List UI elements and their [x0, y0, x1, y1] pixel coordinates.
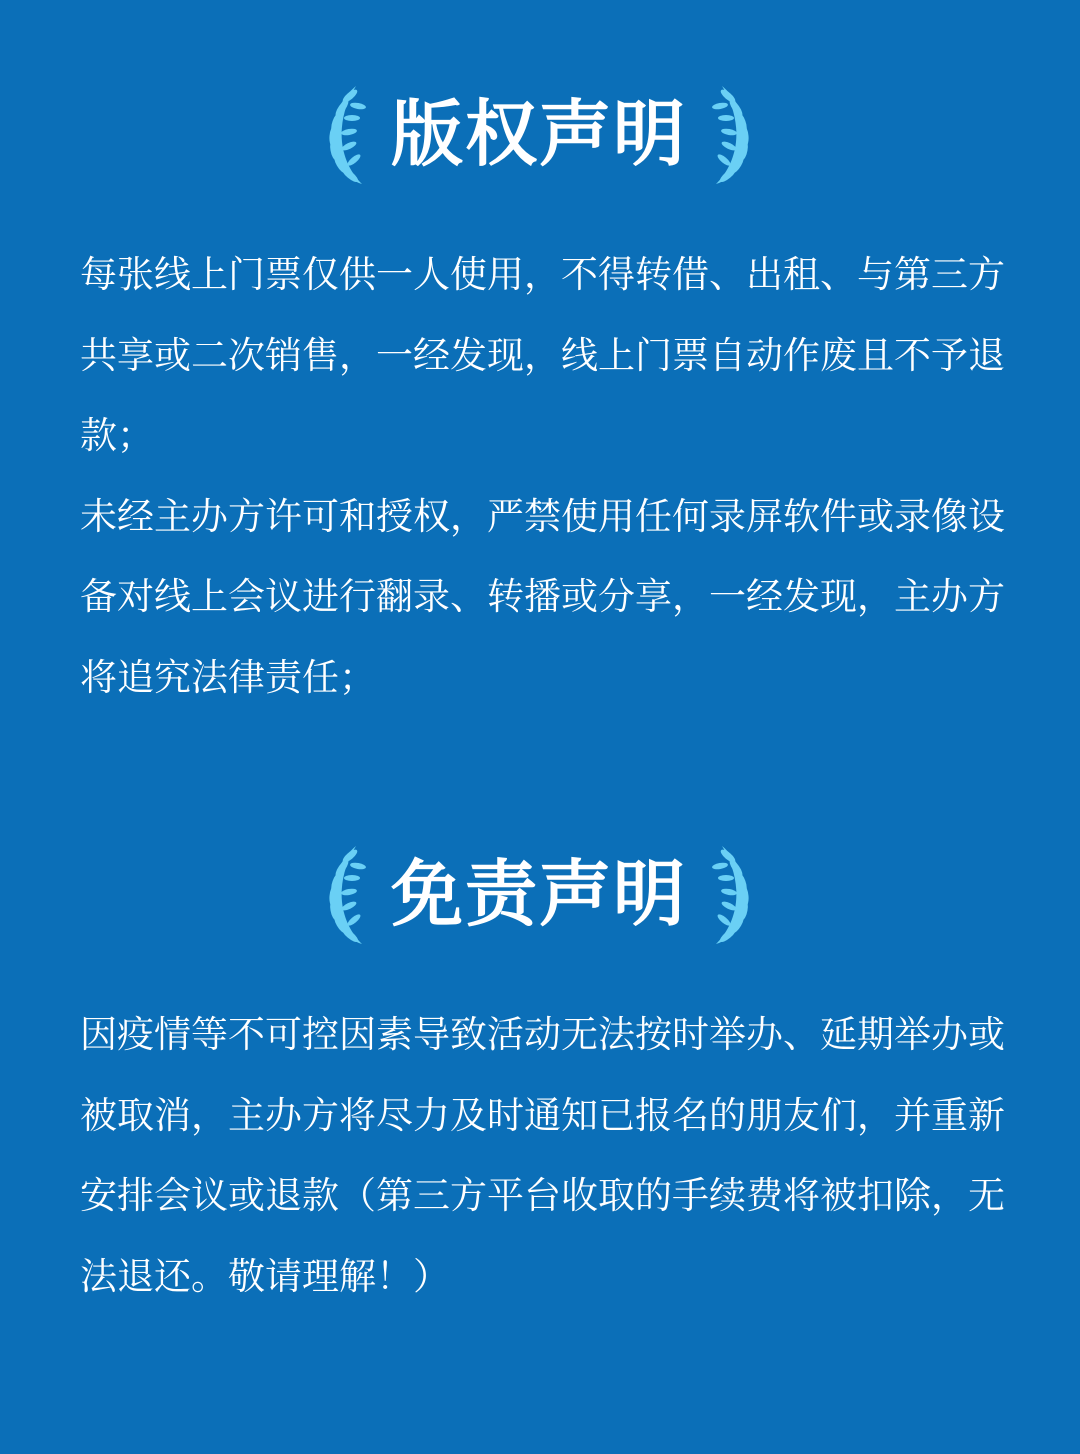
copyright-title: 版权声明 — [390, 91, 687, 176]
laurel-right-icon — [712, 842, 762, 946]
disclaimer-paragraph-1: 因疫情等不可控因素导致活动无法按时举办、延期举办或被取消，主办方将尽力及时通知已报名的朋友们，并重新安排会议或退款（第三方平台收取的手续费将被扣除，无法退还。敬请理解！） — [80, 1013, 1005, 1298]
copyright-heading-row — [0, 78, 1080, 188]
disclaimer-title: 免责声明 — [390, 851, 687, 936]
copyright-section — [0, 78, 1080, 699]
copyright-paragraph-1: 每张线上门票仅供一人使用，不得转借、出租、与第三方共享或二次销售，一经发现，线上门票自动作废且不予退款； — [80, 253, 1005, 457]
disclaimer-body — [80, 995, 1005, 1317]
laurel-right-icon — [712, 82, 762, 186]
laurel-left-icon — [316, 82, 366, 186]
copyright-body — [80, 235, 1005, 718]
disclaimer-heading-row — [0, 838, 1080, 948]
copyright-paragraph-2: 未经主办方许可和授权，严禁使用任何录屏软件或录像设备对线上会议进行翻录、转播或分享，一经发现，主办方将追究法律责任； — [80, 494, 1005, 699]
laurel-left-icon — [316, 842, 366, 946]
disclaimer-section — [0, 838, 1080, 1298]
